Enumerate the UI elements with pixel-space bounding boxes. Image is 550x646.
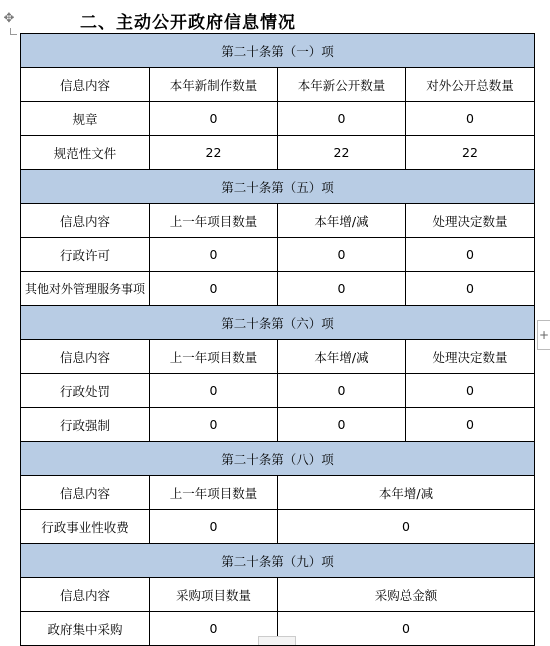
table-row <box>21 102 535 136</box>
column-header: 上一年项目数量 <box>150 476 278 510</box>
section-header: 第二十条第（九）项 <box>21 544 535 578</box>
table-row <box>21 136 535 170</box>
column-header: 信息内容 <box>21 476 150 510</box>
column-header-row <box>21 476 535 510</box>
row-label: 规范性文件 <box>21 136 150 170</box>
section-header: 第二十条第（一）项 <box>21 34 535 68</box>
table-cell[interactable]: 0 <box>278 102 406 136</box>
table-cell[interactable]: 0 <box>150 272 278 306</box>
column-header: 信息内容 <box>21 204 150 238</box>
margin-corner-mark <box>10 28 17 35</box>
section-header-row <box>21 170 535 204</box>
column-header: 上一年项目数量 <box>150 340 278 374</box>
column-header: 本年新公开数量 <box>278 68 406 102</box>
table-cell[interactable]: 0 <box>150 374 278 408</box>
table-cell[interactable]: 0 <box>278 408 406 442</box>
row-label: 行政许可 <box>21 238 150 272</box>
row-label: 行政处罚 <box>21 374 150 408</box>
table-cell[interactable]: 22 <box>406 136 535 170</box>
table-cell[interactable]: 0 <box>150 612 278 646</box>
table-cell[interactable]: 0 <box>150 510 278 544</box>
add-column-plus-icon[interactable]: + <box>537 320 550 350</box>
column-header: 处理决定数量 <box>406 340 535 374</box>
column-header: 信息内容 <box>21 340 150 374</box>
table-cell[interactable]: 0 <box>278 272 406 306</box>
section-header: 第二十条第（六）项 <box>21 306 535 340</box>
column-header-row <box>21 68 535 102</box>
section-header-row <box>21 306 535 340</box>
column-header: 本年增/减 <box>278 476 535 510</box>
table-cell[interactable]: 0 <box>406 102 535 136</box>
table-cell[interactable]: 0 <box>278 510 535 544</box>
section-header: 第二十条第（五）项 <box>21 170 535 204</box>
table-cell[interactable]: 0 <box>406 408 535 442</box>
table-cell[interactable]: 22 <box>278 136 406 170</box>
table-cell[interactable]: 0 <box>406 238 535 272</box>
table-row <box>21 408 535 442</box>
column-header-row <box>21 340 535 374</box>
row-label: 规章 <box>21 102 150 136</box>
row-label: 政府集中采购 <box>21 612 150 646</box>
table-row <box>21 238 535 272</box>
table-cell[interactable]: 22 <box>150 136 278 170</box>
section-header-row <box>21 34 535 68</box>
column-header: 采购总金额 <box>278 578 535 612</box>
column-header: 本年增/减 <box>278 340 406 374</box>
column-header-row <box>21 578 535 612</box>
column-header: 上一年项目数量 <box>150 204 278 238</box>
table-cell[interactable]: 0 <box>150 238 278 272</box>
column-header: 采购项目数量 <box>150 578 278 612</box>
column-header-row <box>21 204 535 238</box>
table-cell[interactable]: 0 <box>406 272 535 306</box>
section-header-row <box>21 544 535 578</box>
table-cell[interactable]: 0 <box>150 408 278 442</box>
column-header: 本年增/减 <box>278 204 406 238</box>
column-header: 处理决定数量 <box>406 204 535 238</box>
row-label: 行政事业性收费 <box>21 510 150 544</box>
table-cell[interactable]: 0 <box>150 102 278 136</box>
table-row <box>21 510 535 544</box>
table-cell[interactable]: 0 <box>406 374 535 408</box>
page-title: 二、主动公开政府信息情况 <box>80 13 296 33</box>
disclosure-table <box>20 33 535 646</box>
column-header: 对外公开总数量 <box>406 68 535 102</box>
column-header: 本年新制作数量 <box>150 68 278 102</box>
section-header-row <box>21 442 535 476</box>
table-row <box>21 272 535 306</box>
row-label: 行政强制 <box>21 408 150 442</box>
table-row <box>21 374 535 408</box>
table-cell[interactable]: 0 <box>278 238 406 272</box>
table-move-handle-icon[interactable]: ✥ <box>3 11 15 26</box>
column-header: 信息内容 <box>21 578 150 612</box>
column-header: 信息内容 <box>21 68 150 102</box>
section-header: 第二十条第（八）项 <box>21 442 535 476</box>
row-label: 其他对外管理服务事项 <box>21 272 150 306</box>
table-cell[interactable]: 0 <box>278 612 535 646</box>
table-cell[interactable]: 0 <box>278 374 406 408</box>
